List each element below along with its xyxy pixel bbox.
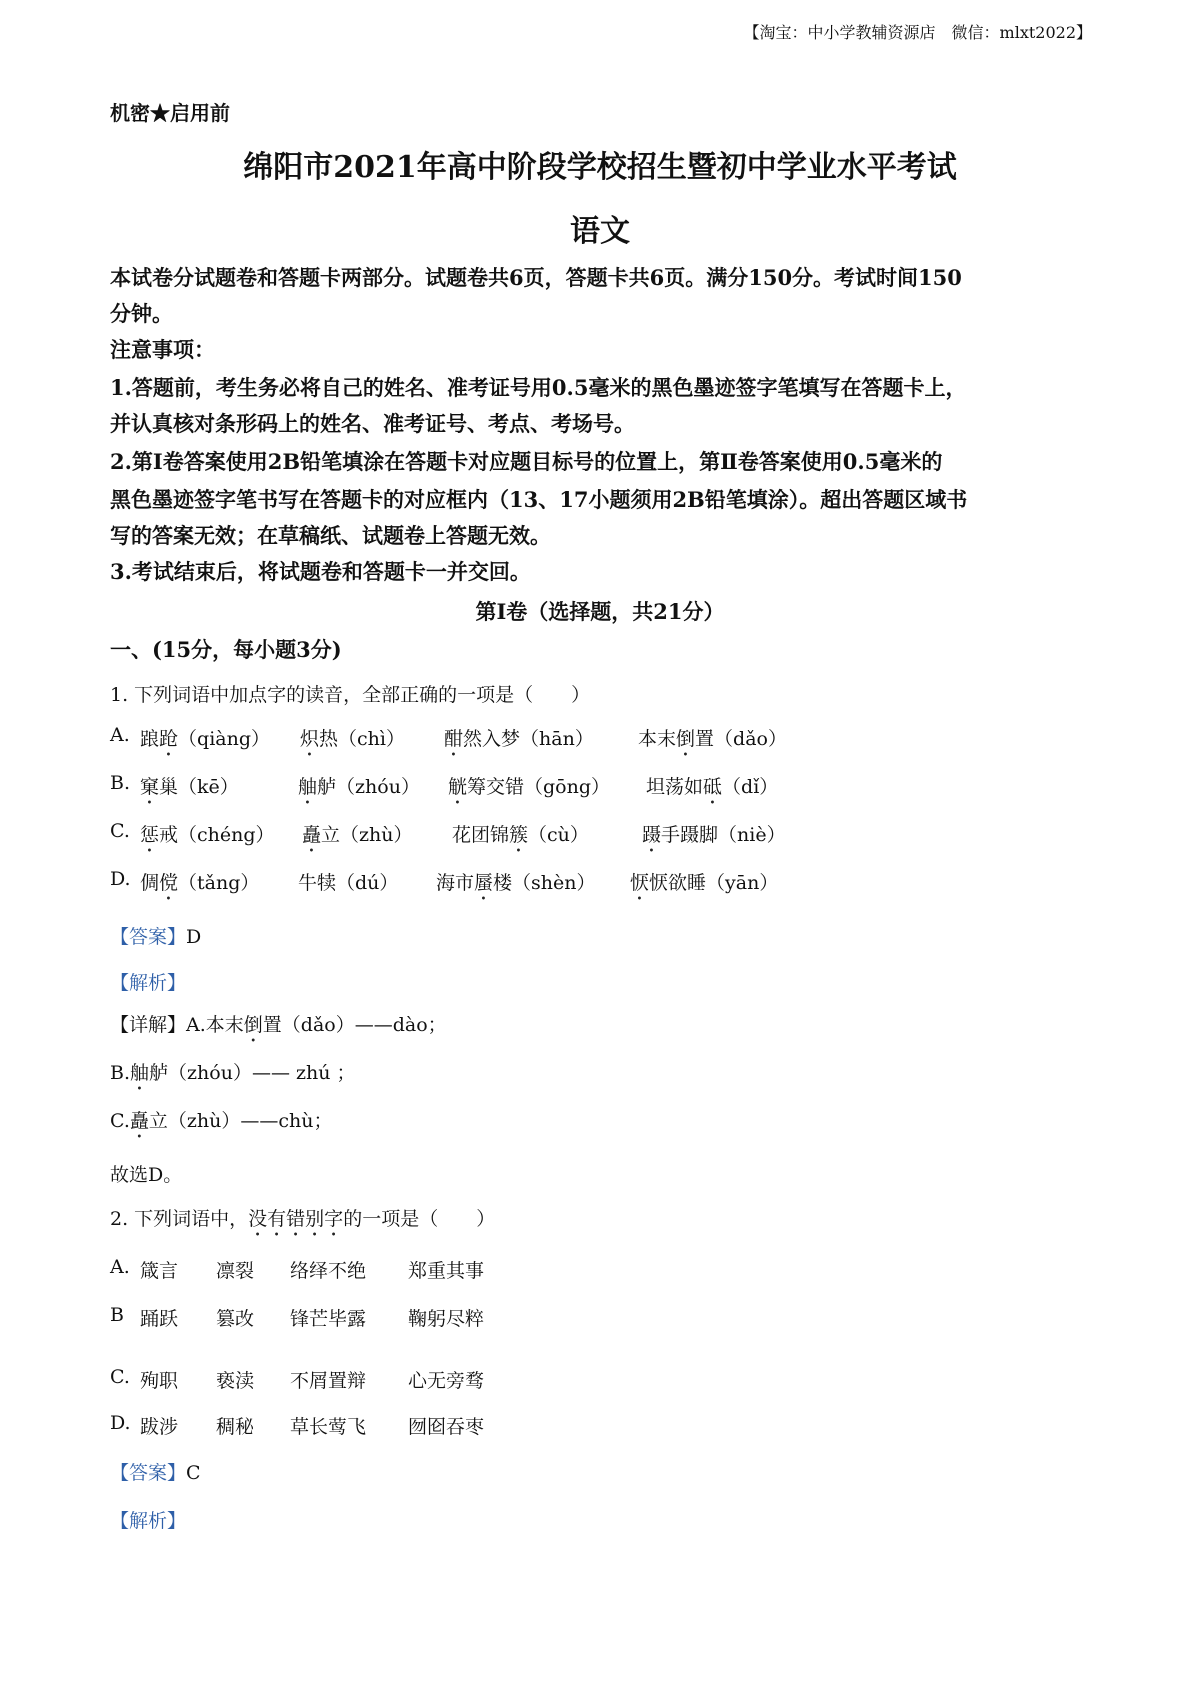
q1-option-d: [110, 868, 779, 894]
option-word-1: 窠巢（kē）: [140, 776, 239, 798]
option-word-3: 海市蜃楼（shèn）: [436, 872, 596, 894]
q1-detail-b: B.舳舻（zhóu）—— zhú ；: [110, 1062, 356, 1084]
q2-analysis-tag: 【解析】: [110, 1510, 187, 1532]
answer-tag: 【答案】: [110, 926, 187, 948]
confidential-label: 机密★启用前: [110, 101, 230, 125]
option-word-3: 觥筹交错（gōng）: [448, 776, 611, 798]
exam-title: 绵阳市2021年高中阶段学校招生暨初中学业水平考试: [243, 150, 957, 185]
q1-detail-c: C.矗立（zhù）——chù；: [110, 1110, 333, 1132]
option-word-3: 锋芒毕露: [290, 1308, 367, 1330]
option-label: B.: [110, 772, 131, 794]
option-word-4: 恹恹欲睡（yān）: [630, 872, 779, 894]
option-word-1: 殉职: [140, 1370, 179, 1392]
q1-detail-a: 【详解】A.本末倒置（dǎo）——dào；: [110, 1014, 447, 1036]
option-word-4: 囫囵吞枣: [408, 1416, 485, 1438]
q1-option-b: [110, 772, 779, 798]
option-word-2: 凛裂: [216, 1260, 255, 1282]
option-word-2: 稠秘: [216, 1416, 255, 1438]
option-word-4: 蹑手蹑脚（niè）: [642, 824, 786, 846]
volume-1-heading: 第Ⅰ卷（选择题，共21分）: [475, 599, 725, 624]
intro-line-1: 本试卷分试题卷和答题卡两部分。试题卷共6页，答题卡共6页。满分150分。考试时间150: [110, 265, 962, 290]
option-word-3: 酣然入梦（hān）: [444, 728, 594, 750]
option-word-1: 倜傥（tǎng）: [140, 872, 260, 894]
q1-analysis-tag: 【解析】: [110, 972, 187, 994]
q2-option-c: C. 殉职 亵渎 不屑置辩 心无旁骛: [110, 1366, 485, 1392]
subject-title: 语文: [570, 214, 630, 249]
option-word-2: 炽热（chì）: [300, 728, 405, 750]
header-note: 【淘宝：中小学教辅资源店 微信：mlxt2022】: [743, 23, 1092, 42]
option-label: A.: [110, 724, 130, 746]
q2-option-d: D. 跋涉 稠秘 草长莺飞 囫囵吞枣: [110, 1412, 485, 1438]
note-2-line-2: 黑色墨迹签字笔书写在答题卡的对应框内（13、17小题须用2B铅笔填涂）。超出答题区域书: [110, 487, 968, 512]
note-1-line-2: 并认真核对条形码上的姓名、准考证号、考点、考场号。: [110, 411, 635, 436]
option-word-1: 箴言: [140, 1260, 179, 1282]
note-1-line-1: 1.答题前，考生务必将自己的姓名、准考证号用0.5毫米的黑色墨迹签字笔填写在答题卡上，: [110, 375, 967, 400]
option-word-2: 篡改: [216, 1308, 255, 1330]
option-label: D.: [110, 868, 131, 890]
option-word-4: 心无旁骛: [408, 1370, 485, 1392]
option-word-3: 花团锦簇（cù）: [452, 824, 589, 846]
option-word-4: 郑重其事: [408, 1260, 485, 1282]
option-word-3: 不屑置辩: [290, 1370, 367, 1392]
q2-option-a: A. 箴言 凛裂 络绎不绝 郑重其事: [110, 1256, 485, 1282]
q1-option-c: [110, 820, 786, 846]
question-1-stem: 1. 下列词语中加点字的读音，全部正确的一项是（ ）: [110, 684, 591, 706]
option-word-1: 踉跄（qiàng）: [140, 728, 270, 750]
option-word-4: 本末倒置（dǎo）: [638, 728, 787, 750]
answer-tag: 【答案】: [110, 1462, 187, 1484]
notes-heading: 注意事项：: [110, 337, 215, 362]
answer-value: D: [186, 926, 202, 948]
option-word-4: 鞠躬尽粹: [408, 1308, 485, 1330]
option-word-1: 惩戒（chéng）: [140, 824, 275, 846]
q1-option-a: [110, 724, 787, 750]
option-word-1: 踊跃: [140, 1308, 179, 1330]
note-2-line-1: 2.第Ⅰ卷答案使用2B铅笔填涂在答题卡对应题目标号的位置上，第Ⅱ卷答案使用0.5毫米的: [110, 449, 943, 474]
q1-answer: [110, 922, 201, 949]
note-2-line-3: 写的答案无效；在草稿纸、试题卷上答题无效。: [110, 523, 551, 548]
q1-conclusion: 故选D。: [110, 1164, 183, 1186]
option-word-2: 牛犊（dú）: [298, 872, 399, 894]
q2-option-b: B 踊跃 篡改 锋芒毕露 鞠躬尽粹: [110, 1304, 485, 1330]
option-word-2: 亵渎: [216, 1370, 255, 1392]
option-word-3: 络绎不绝: [290, 1260, 367, 1282]
part-1-heading: 一、(15分，每小题3分): [110, 637, 342, 662]
answer-value: C: [186, 1462, 201, 1484]
note-3: 3.考试结束后，将试题卷和答题卡一并交回。: [110, 559, 531, 584]
question-2-stem: 2. 下列词语中，没有错别字的一项是（ ）: [110, 1208, 496, 1230]
option-word-3: 草长莺飞: [290, 1416, 367, 1438]
q2-answer: [110, 1458, 201, 1485]
option-word-2: 矗立（zhù）: [302, 824, 413, 846]
option-word-2: 舳舻（zhóu）: [298, 776, 420, 798]
option-word-4: 坦荡如砥（dǐ）: [646, 776, 779, 798]
option-word-1: 跋涉: [140, 1416, 179, 1438]
option-label: C.: [110, 820, 130, 842]
intro-line-2: 分钟。: [110, 301, 173, 326]
